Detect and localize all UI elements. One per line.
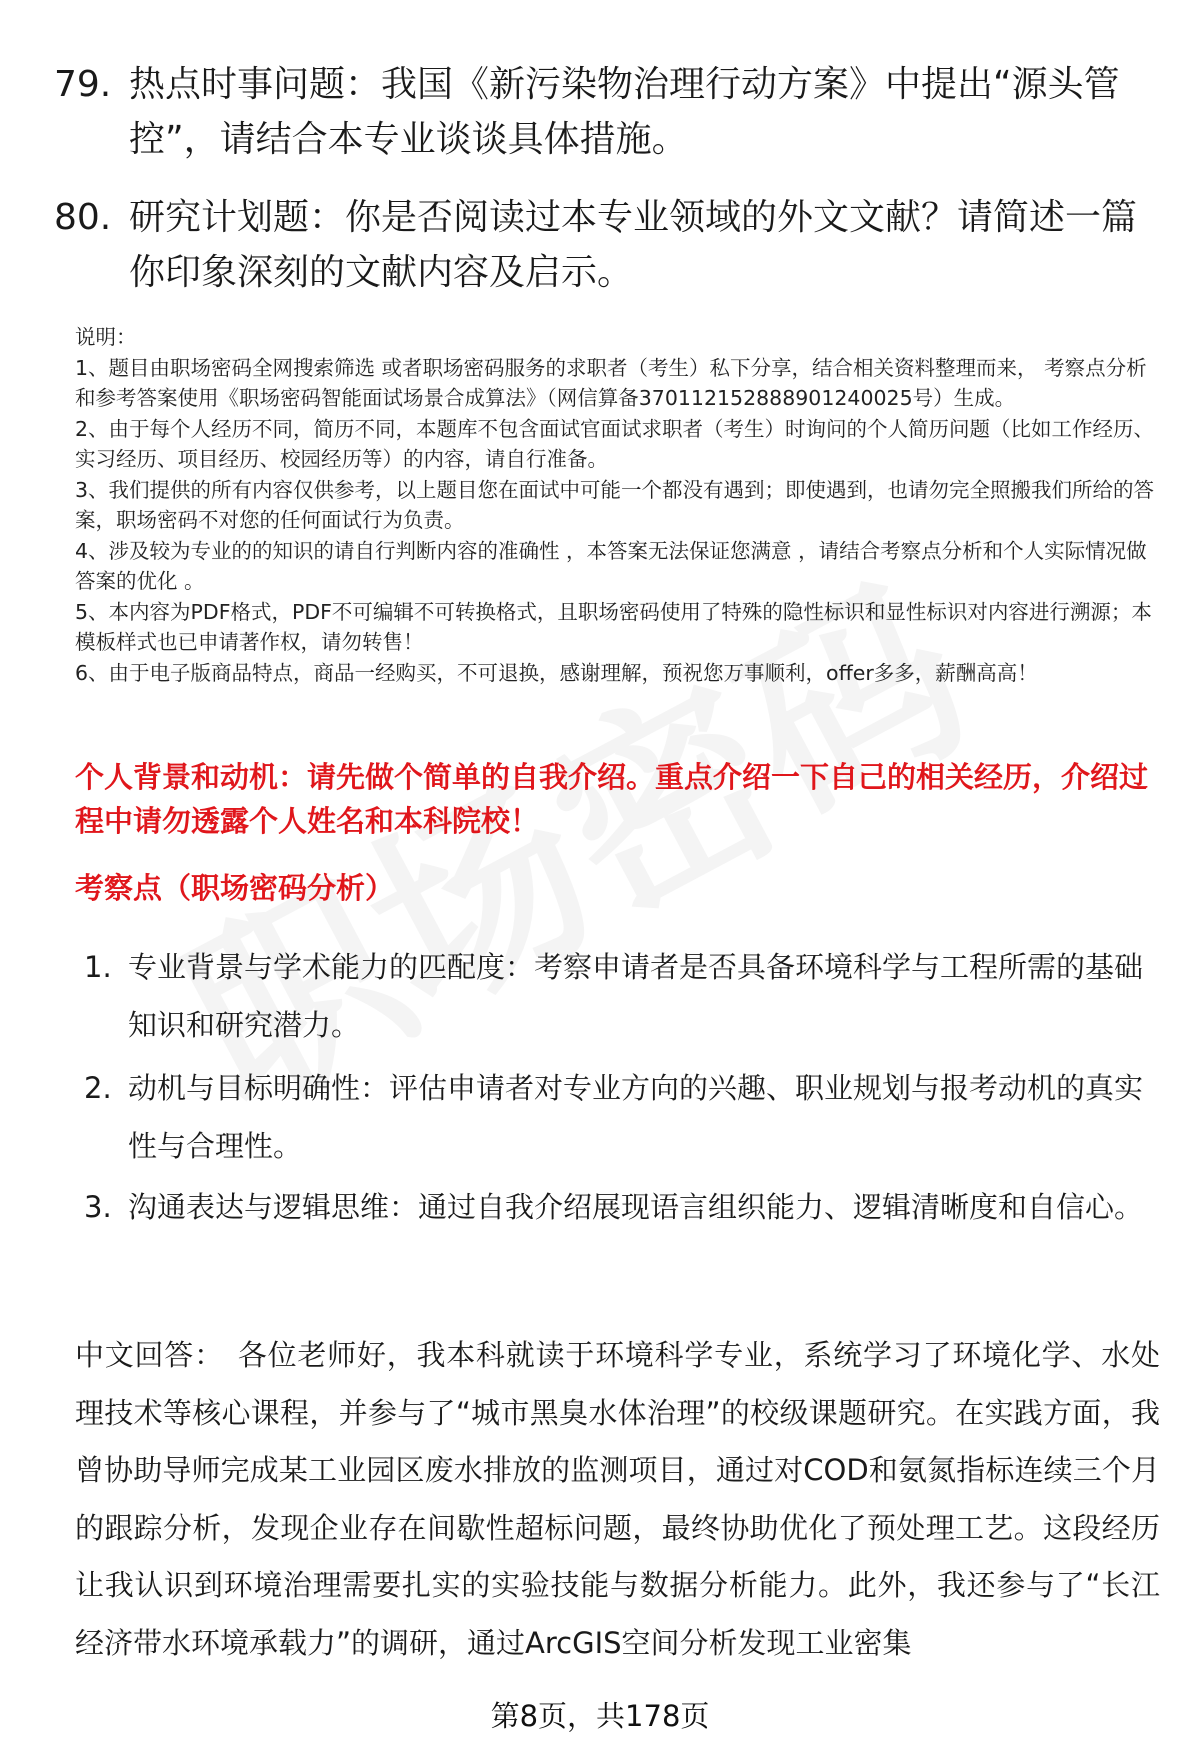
question-item <box>54 57 1154 167</box>
question-number: 79. <box>54 64 112 105</box>
question-text: 热点时事问题：我国《新污染物治理行动方案》中提出“源头管控”，请结合本专业谈谈具体措施。 <box>129 64 1120 160</box>
analysis-title: 考察点（职场密码分析） <box>75 871 395 905</box>
notes-heading: 说明： <box>75 325 137 349</box>
question-text: 研究计划题：你是否阅读过本专业领域的外文文献？请简述一篇你印象深刻的文献内容及启示。 <box>129 197 1138 293</box>
point-number: 3. <box>84 1190 112 1224</box>
current-question-title: 个人背景和动机：请先做个简单的自我介绍。重点介绍一下自己的相关经历，介绍过程中请勿透露个人姓名和本科院校！ <box>75 760 1149 838</box>
notes-section <box>75 322 1165 688</box>
note-item: 6、由于电子版商品特点，商品一经购买，不可退换，感谢理解，预祝您万事顺利，offer多多，薪酬高高！ <box>75 660 1038 685</box>
question-number: 80. <box>54 197 112 238</box>
point-text: 专业背景与学术能力的匹配度：考察申请者是否具备环境科学与工程所需的基础知识和研究潜力。 <box>128 950 1144 1042</box>
analysis-point <box>84 938 1154 1054</box>
question-item <box>54 190 1154 300</box>
point-text: 动机与目标明确性：评估申请者对专业方向的兴趣、职业规划与报考动机的真实性与合理性。 <box>128 1071 1144 1163</box>
page-footer: 第8页，共178页 <box>490 1699 710 1733</box>
answer-label: 中文回答： <box>75 1338 224 1372</box>
analysis-point <box>84 1059 1154 1175</box>
note-item: 5、本内容为PDF格式，PDF不可编辑不可转换格式，且职场密码使用了特殊的隐性标识和显性标识对内容进行溯源；本模板样式也已申请著作权，请勿转售！ <box>75 599 1152 654</box>
answer-text: 各位老师好，我本科就读于环境科学专业，系统学习了环境化学、水处理技术等核心课程，并参与了“城市黑臭水体治理”的校级课题研究。在实践方面，我曾协助导师完成某工业园区废水排放的监测项目，通过对COD和氨氮指标连续三个月的跟踪分析，发现企业存在间歇性超标问题，最终协助优化了预处理工艺。这段经历让我认识到环境治理需要扎实的实验技能与数据分析能力。此外，我还参与了“长江经济带水环境承载力”的调研，通过ArcGIS空间分析发现工业密集 <box>75 1338 1160 1660</box>
answer-paragraph <box>75 1327 1160 1672</box>
point-number: 1. <box>84 950 112 984</box>
note-item: 3、我们提供的所有内容仅供参考，以上题目您在面试中可能一个都没有遇到；即使遇到，也请勿完全照搬我们所给的答案，职场密码不对您的任何面试行为负责。 <box>75 477 1155 532</box>
note-item: 4、涉及较为专业的的知识的请自行判断内容的准确性 ，本答案无法保证您满意 ，请结合考察点分析和个人实际情况做答案的优化 。 <box>75 538 1147 593</box>
point-number: 2. <box>84 1071 112 1105</box>
analysis-point <box>84 1178 1154 1236</box>
point-text: 沟通表达与逻辑思维：通过自我介绍展现语言组织能力、逻辑清晰度和自信心。 <box>128 1190 1144 1224</box>
note-item: 2、由于每个人经历不同，简历不同，本题库不包含面试官面试求职者（考生）时询问的个人简历问题（比如工作经历、实习经历、项目经历、校园经历等）的内容，请自行准备。 <box>75 416 1155 471</box>
note-item: 1、题目由职场密码全网搜索筛选 或者职场密码服务的求职者（考生）私下分享，结合相关资料整理而来， 考察点分析和参考答案使用《职场密码智能面试场景合成算法》（网信算备370112152888901240025号）生成。 <box>75 355 1147 410</box>
